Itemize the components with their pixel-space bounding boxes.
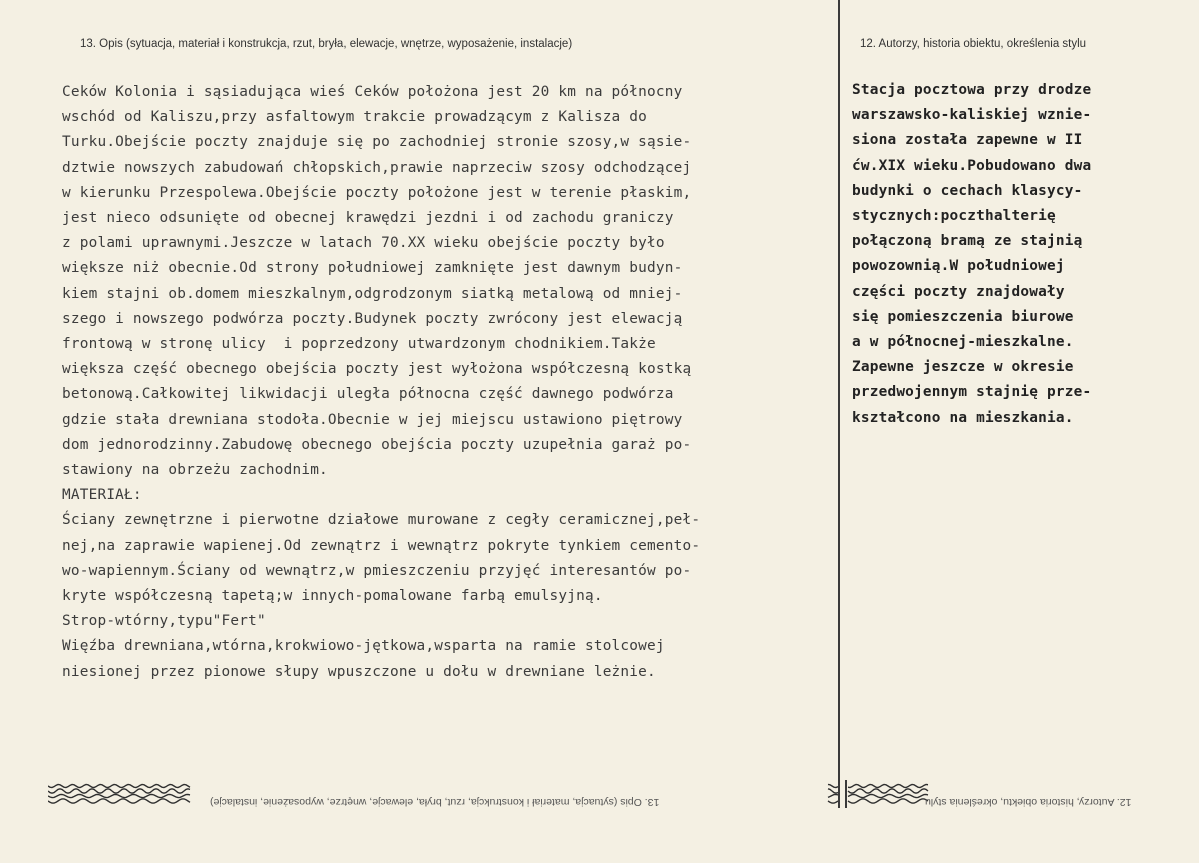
history-line: budynki o cechach klasycy- (852, 182, 1083, 199)
description-line: Ściany zewnętrzne i pierwotne działowe murowane z cegły ceramicznej,peł- (62, 512, 701, 529)
history-line: przedwojennym stajnię prze- (852, 384, 1092, 401)
history-line: warszawsko-kaliskiej wznie- (852, 107, 1092, 124)
history-line: Zapewne jeszcze w okresie (852, 359, 1074, 376)
history-line: się pomieszczenia biurowe (852, 308, 1074, 325)
section-13-header: 13. Opis (sytuacja, materiał i konstrukcja, rzut, bryła, elewacje, wnętrze, wyposażenie, instalacje) (80, 38, 573, 50)
description-line: większe niż obecnie.Od strony południowej zamknięte jest dawnym budyn- (62, 260, 683, 277)
description-line: szego i nowszego podwórza poczty.Budynek poczty zwrócony jest elewacją (62, 310, 683, 327)
description-line: betonową.Całkowitej likwidacji uległa północna część dawnego podwórza (62, 386, 674, 403)
description-line: Strop-wtórny,typu"Fert" (62, 613, 266, 630)
description-line: Turku.Obejście poczty znajduje się po zachodniej stronie szosy,w sąsie- (62, 134, 692, 151)
description-line: niesionej przez pionowe słupy wpuszczone u dołu w drewniane leżnie. (62, 663, 656, 680)
history-line: stycznych:poczthalterię (852, 208, 1056, 225)
description-line: jest nieco odsunięte od obecnej krawędzi jezdni i od zachodu graniczy (62, 210, 674, 227)
mirrored-footer-section-12: 12. Autorzy, historia obiektu, określenia stylu (925, 796, 1132, 808)
description-text (62, 80, 822, 685)
description-line: nej,na zaprawie wapienej.Od zewnątrz i wewnątrz pokryte tynkiem cemento- (62, 537, 701, 554)
description-line: stawiony na obrzeżu zachodnim. (62, 462, 328, 479)
description-line: w kierunku Przespolewa.Obejście poczty położone jest w terenie płaskim, (62, 184, 692, 201)
description-line: Ceków Kolonia i sąsiadująca wieś Ceków położona jest 20 km na północny (62, 84, 683, 100)
description-line: dztwie nowszych zabudowań chłopskich,prawie naprzeciw szosy odchodzącej (62, 159, 692, 176)
description-line: większa część obecnego obejścia poczty jest wyłożona współczesną kostką (62, 361, 692, 378)
description-line: Więźba drewniana,wtórna,krokwiowo-jętkowa,wsparta na ramie stolcowej (62, 638, 665, 655)
section-12-header: 12. Autorzy, historia obiektu, określenia stylu (860, 38, 1087, 50)
description-line: dom jednorodzinny.Zabudowę obecnego obejścia poczty uzupełnia garaż po- (62, 436, 692, 453)
history-line: Stacja pocztowa przy drodze (852, 82, 1092, 98)
history-line: kształcono na mieszkania. (852, 409, 1074, 426)
description-line: kiem stajni ob.domem mieszkalnym,odgrodzonym siatką metalową od mniej- (62, 285, 683, 302)
mirrored-footer-section-13: 13. Opis (sytuacja, materiał i konstrukcja, rzut, bryła, elewacje, wnętrze, wyposażenie, instalacje) (210, 796, 660, 808)
description-line: kryte współczesną tapetą;w innych-pomalowane farbą emulsyjną. (62, 588, 603, 605)
description-line: frontową w stronę ulicy i poprzedzony utwardzonym chodnikiem.Także (62, 336, 656, 353)
column-divider-lower (845, 780, 847, 808)
history-line: części poczty znajdowały (852, 283, 1065, 300)
history-line: a w północnej-mieszkalne. (852, 334, 1074, 351)
history-line: powozownią.W południowej (852, 258, 1065, 275)
history-line: połączoną bramą ze stajnią (852, 233, 1083, 250)
description-line: wschód od Kaliszu,przy asfaltowym trakcie prowadzącym z Kalisza do (62, 109, 648, 126)
description-line: gdzie stała drewniana stodoła.Obecnie w jej miejscu ustawiono piętrowy (62, 411, 683, 428)
column-divider (838, 0, 840, 808)
history-line: siona została zapewne w II (852, 132, 1083, 149)
description-line: z polami uprawnymi.Jeszcze w latach 70.XX wieku obejście poczty było (62, 235, 665, 252)
history-text (852, 78, 1152, 431)
history-line: ćw.XIX wieku.Pobudowano dwa (852, 157, 1092, 174)
description-line: wo-wapiennym.Ściany od wewnątrz,w pmieszczeniu przyjęć interesantów po- (62, 562, 692, 579)
description-line: MATERIAŁ: (62, 487, 142, 504)
